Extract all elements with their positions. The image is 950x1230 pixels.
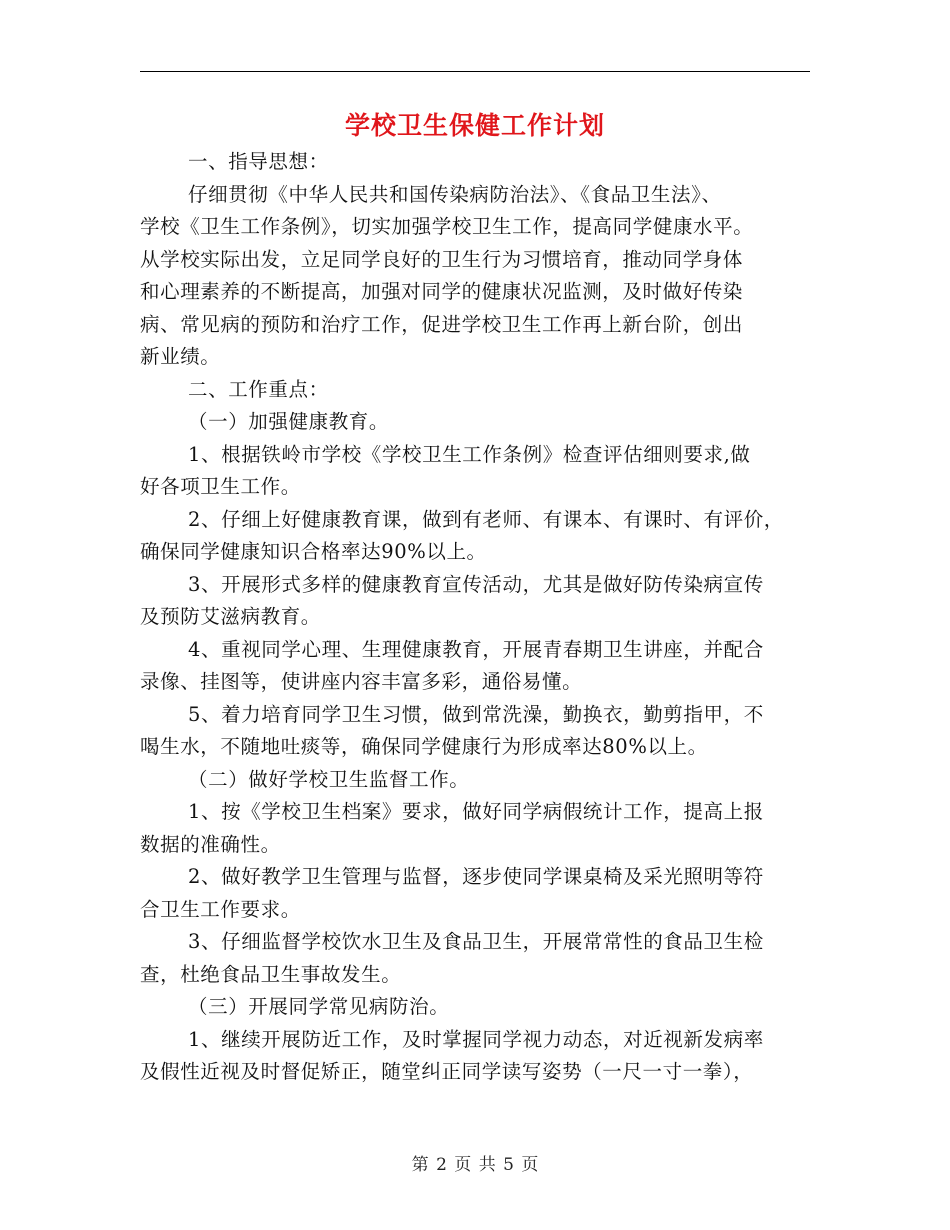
text-line: 一、指导思想： bbox=[188, 150, 329, 173]
text-line: 2、做好教学卫生管理与监督，逐步使同学课桌椅及采光照明等符 bbox=[188, 865, 764, 888]
text-line: 及预防艾滋病教育。 bbox=[140, 605, 321, 628]
text-line: 及假性近视及时督促矫正，随堂纠正同学读写姿势（一尺一寸一拳）， bbox=[140, 1060, 754, 1083]
text-line: 确保同学健康知识合格率达90%以上。 bbox=[140, 540, 487, 563]
text-line: 3、仔细监督学校饮水卫生及食品卫生，开展常常性的食品卫生检 bbox=[188, 930, 764, 953]
text-line: 1、按《学校卫生档案》要求，做好同学病假统计工作，提高上报 bbox=[188, 800, 764, 823]
text-line: 从学校实际出发，立足同学良好的卫生行为习惯培育，推动同学身体 bbox=[140, 247, 744, 271]
text-line: 病、常见病的预防和治疗工作，促进学校卫生工作再上新台阶，创出 bbox=[140, 312, 744, 336]
text-line: 好各项卫生工作。 bbox=[140, 475, 301, 498]
document-body bbox=[140, 146, 812, 1089]
text-line: 4、重视同学心理、生理健康教育，开展青春期卫生讲座，并配合 bbox=[188, 637, 764, 661]
text-line: 1、继续开展防近工作，及时掌握同学视力动态，对近视新发病率 bbox=[188, 1027, 764, 1051]
text-line: 录像、挂图等，使讲座内容丰富多彩，通俗易懂。 bbox=[140, 670, 583, 693]
text-line: （一）加强健康教育。 bbox=[188, 410, 390, 433]
page-number: 第 2 页 共 5 页 bbox=[411, 1155, 539, 1175]
document-title: 学校卫生保健工作计划 bbox=[344, 111, 605, 140]
text-line: 和心理素养的不断提高，加强对同学的健康状况监测，及时做好传染 bbox=[140, 280, 744, 303]
text-line: 喝生水，不随地吐痰等，确保同学健康行为形成率达80%以上。 bbox=[140, 735, 708, 758]
text-line: 二、工作重点： bbox=[188, 377, 329, 401]
text-line: （二）做好学校卫生监督工作。 bbox=[188, 767, 470, 791]
text-line: （三）开展同学常见病防治。 bbox=[188, 995, 450, 1018]
text-line: 1、根据铁岭市学校《学校卫生工作条例》检查评估细则要求,做 bbox=[188, 442, 751, 466]
text-line: 3、开展形式多样的健康教育宣传活动，尤其是做好防传染病宣传 bbox=[188, 572, 764, 596]
text-line: 2、仔细上好健康教育课，做到有老师、有课本、有课时、有评价， bbox=[188, 507, 784, 531]
text-line: 合卫生工作要求。 bbox=[140, 897, 301, 921]
header-rule bbox=[140, 71, 810, 72]
text-line: 5、着力培育同学卫生习惯，做到常洗澡，勤换衣，勤剪指甲，不 bbox=[188, 702, 764, 726]
text-line: 新业绩。 bbox=[140, 345, 221, 368]
text-line: 学校《卫生工作条例》，切实加强学校卫生工作，提高同学健康水平。 bbox=[140, 215, 754, 238]
text-line: 数据的准确性。 bbox=[140, 832, 281, 856]
text-line: 查，杜绝食品卫生事故发生。 bbox=[140, 962, 402, 986]
text-line: 仔细贯彻《中华人民共和国传染病防治法》、《食品卫生法》、 bbox=[188, 182, 722, 206]
